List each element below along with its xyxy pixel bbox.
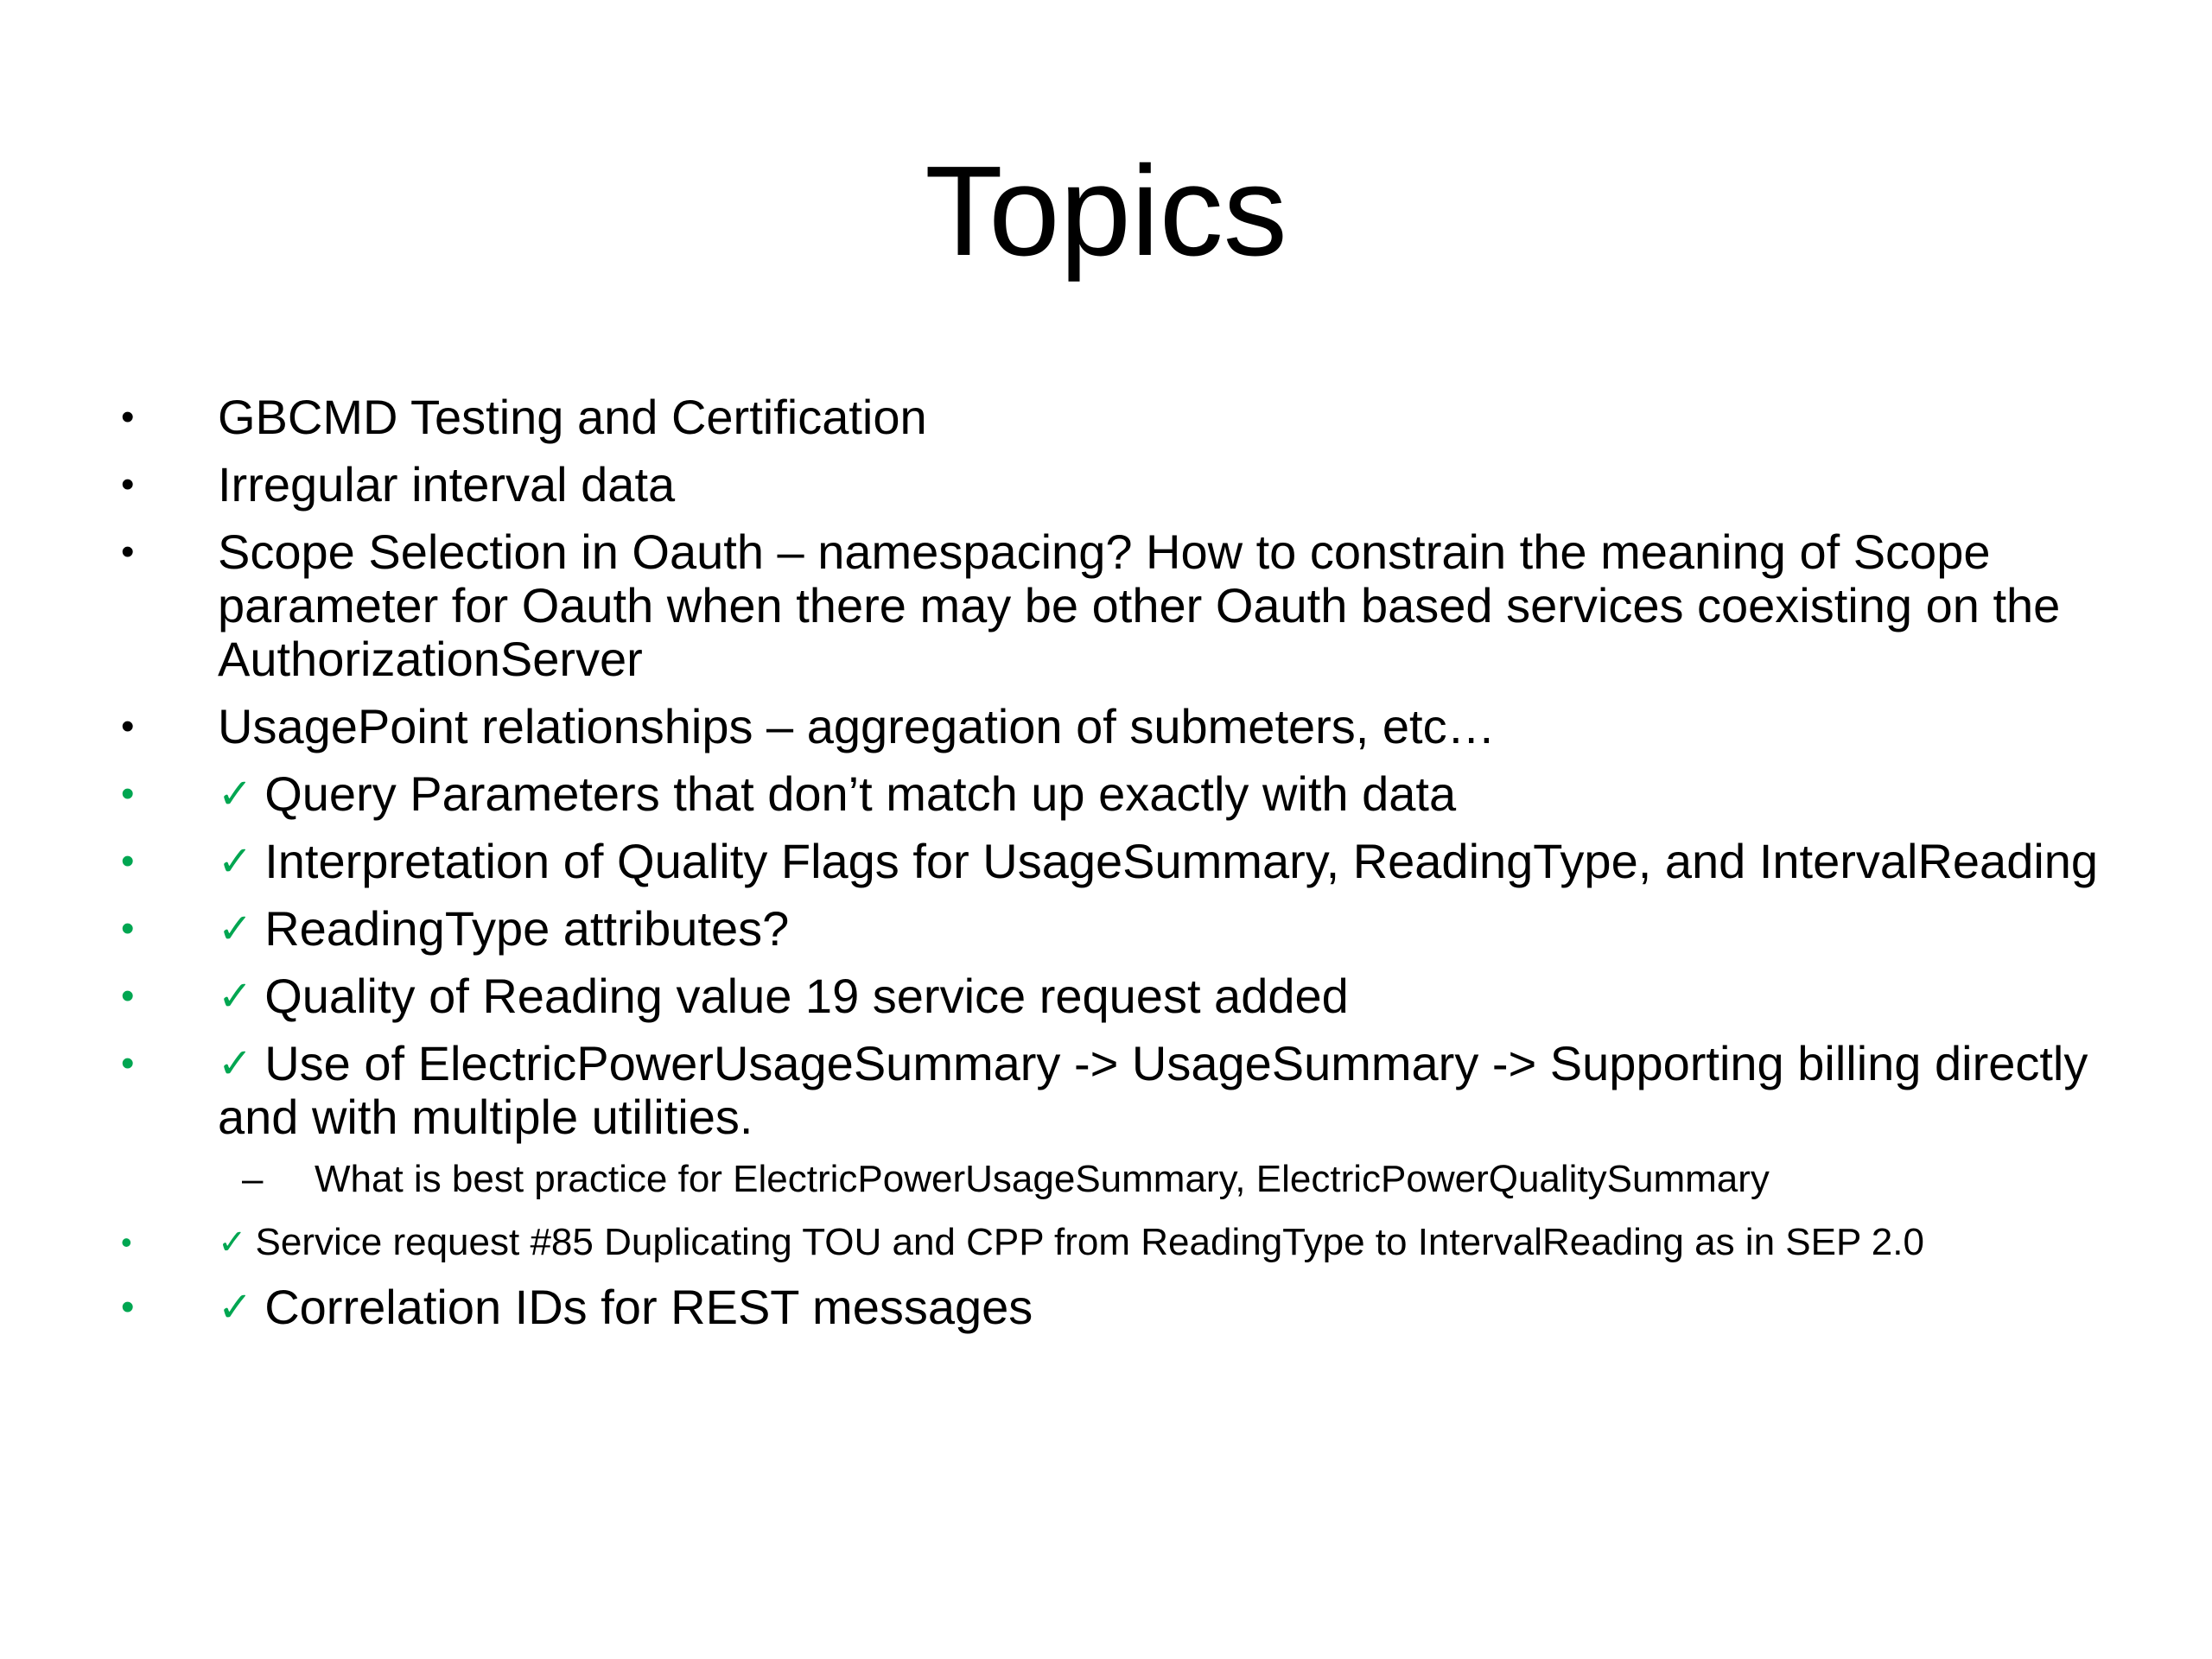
- bullet-icon: •: [121, 907, 135, 950]
- checkmark-icon: ✓: [218, 905, 253, 953]
- checkmark-icon: ✓: [218, 1283, 253, 1332]
- bullet-icon: •: [121, 772, 135, 815]
- list-item-checked: [121, 1218, 2108, 1267]
- list-item-checked: [121, 902, 2108, 956]
- list-item: [121, 525, 2108, 686]
- checkmark-icon: ✓: [218, 1223, 247, 1262]
- list-item-text: Quality of Reading value 19 service request added: [264, 969, 1349, 1023]
- bullet-icon: •: [121, 531, 135, 573]
- list-item-checked: [121, 1037, 2108, 1144]
- bullet-icon: •: [121, 1286, 135, 1328]
- list-item-checked: [121, 767, 2108, 821]
- list-item-text: Irregular interval data: [218, 457, 676, 512]
- checkmark-icon: ✓: [218, 1039, 253, 1088]
- bullet-icon: •: [121, 1042, 135, 1084]
- list-item-checked: [121, 1281, 2108, 1334]
- list-item-text: Query Parameters that don’t match up exactly with data: [264, 766, 1457, 821]
- list-item-text: Scope Selection in Oauth – namespacing? How to constrain the meaning of Scope parameter for Oauth when there may be other Oauth based services coexisting on the AuthorizationServer: [218, 524, 2061, 686]
- bullet-icon: •: [121, 705, 135, 747]
- checkmark-icon: ✓: [218, 972, 253, 1020]
- sub-list-item-text: What is best practice for ElectricPowerUsageSummary, ElectricPowerQualitySummary: [315, 1158, 1770, 1200]
- sub-list-item: [121, 1156, 2108, 1203]
- list-item-text: Use of ElectricPowerUsageSummary -> UsageSummary -> Supporting billing directly and with multiple utilities.: [218, 1036, 2088, 1144]
- bullet-icon: •: [121, 463, 135, 505]
- bullet-icon: •: [121, 975, 135, 1017]
- list-item-checked: [121, 835, 2108, 888]
- list-item-checked: [121, 969, 2108, 1023]
- list-item-text: ReadingType attributes?: [264, 901, 790, 956]
- list-item: [121, 391, 2108, 444]
- bullet-icon: •: [121, 840, 135, 882]
- dash-icon: –: [242, 1158, 264, 1200]
- topic-list: [121, 391, 2108, 1348]
- bullet-icon: •: [121, 1224, 132, 1260]
- list-item-text: Service request #85 Duplicating TOU and CPP from ReadingType to IntervalReading as in SEP 2.0: [255, 1221, 1924, 1263]
- list-item-text: GBCMD Testing and Certification: [218, 390, 927, 444]
- list-item-text: UsagePoint relationships – aggregation of submeters, etc…: [218, 699, 1496, 753]
- checkmark-icon: ✓: [218, 837, 253, 886]
- slide-title: Topics: [925, 140, 1287, 283]
- bullet-icon: •: [121, 396, 135, 438]
- list-item: [121, 700, 2108, 753]
- list-item-text: Interpretation of Quality Flags for UsageSummary, ReadingType, and IntervalReading: [264, 834, 2099, 888]
- checkmark-icon: ✓: [218, 770, 253, 818]
- list-item: [121, 458, 2108, 512]
- list-item-text: Correlation IDs for REST messages: [264, 1280, 1033, 1334]
